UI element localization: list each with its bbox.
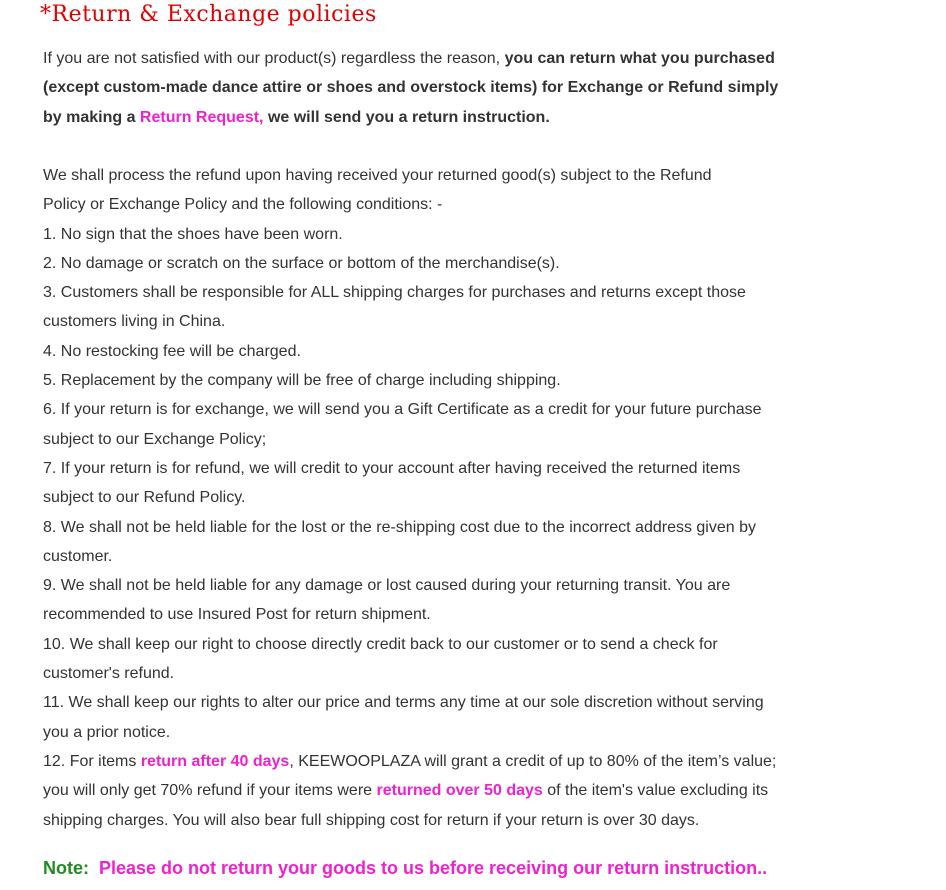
intro-line-3 <box>43 103 843 132</box>
intro-line-2: (except custom-made dance attire or shoes and overstock items) for Exchange or Refund simply <box>43 79 779 97</box>
condition-item-cont <box>43 776 843 805</box>
highlight-text: return after 40 days <box>140 752 290 770</box>
condition-text: you will only get 70% refund if your items were <box>43 782 377 800</box>
condition-item: 9. We shall not be held liable for any damage or lost caused during your returning transit. You are <box>43 577 731 595</box>
condition-text: of the item's value excluding its <box>542 782 769 800</box>
intro-bold-text: by making a <box>43 108 140 126</box>
condition-text: , KEEWOOPLAZA will grant a credit of up to 80% of the item’s value; <box>289 752 777 770</box>
intro-paragraph <box>43 44 843 132</box>
condition-item-cont: customers living in China. <box>43 313 226 331</box>
condition-item: 3. Customers shall be responsible for ALL shipping charges for purchases and returns except those <box>43 284 746 302</box>
condition-text: 12. For items <box>43 752 141 770</box>
condition-item-cont: shipping charges. You will also bear full shipping cost for return if your return is over 30 days. <box>43 811 700 829</box>
condition-item-cont: you a prior notice. <box>43 723 171 741</box>
condition-item-cont: customer. <box>43 547 113 565</box>
condition-item: 11. We shall keep our rights to alter our price and terms any time at our sole discretion without serving <box>43 694 764 712</box>
intro-text: If you are not satisfied with our product(s) regardless the reason, <box>43 50 505 67</box>
highlight-text: returned over 50 days <box>376 782 543 800</box>
condition-item: 4. No restocking fee will be charged. <box>43 342 301 360</box>
condition-item-cont: subject to our Exchange Policy; <box>43 430 267 448</box>
condition-item: 2. No damage or scratch on the surface or bottom of the merchandise(s). <box>43 254 560 272</box>
note-line <box>43 858 767 879</box>
condition-item: 1. No sign that the shoes have been worn. <box>43 225 343 243</box>
page-title: *Return & Exchange policies <box>40 2 377 27</box>
conditions-list <box>43 161 843 835</box>
condition-item: 8. We shall not be held liable for the lost or the re-shipping cost due to the incorrect address given by <box>43 518 756 536</box>
intro-line-1 <box>43 44 843 73</box>
condition-item: 7. If your return is for refund, we will credit to your account after having received the returned items <box>43 459 741 477</box>
condition-item-cont: subject to our Refund Policy. <box>43 489 246 507</box>
condition-item: 6. If your return is for exchange, we will send you a Gift Certificate as a credit for your future purchase <box>43 401 762 419</box>
note-text: Please do not return your goods to us before receiving our return instruction.. <box>89 858 768 878</box>
note-label: Note: <box>43 858 89 878</box>
conditions-intro-line-2: Policy or Exchange Policy and the following conditions: - <box>43 196 443 214</box>
condition-item: 10. We shall keep our right to choose directly credit back to our customer or to send a check for <box>43 635 718 653</box>
condition-item <box>43 747 843 776</box>
intro-bold-text: we will send you a return instruction. <box>263 108 550 126</box>
conditions-intro-line-1: We shall process the refund upon having received your returned good(s) subject to the Refund <box>43 167 712 184</box>
condition-item-cont: recommended to use Insured Post for return shipment. <box>43 606 431 624</box>
condition-item: 5. Replacement by the company will be free of charge including shipping. <box>43 372 561 390</box>
return-request-link[interactable]: Return Request, <box>139 108 264 126</box>
condition-item-cont: customer's refund. <box>43 665 175 683</box>
intro-bold-text: you can return what you purchased <box>504 50 775 67</box>
